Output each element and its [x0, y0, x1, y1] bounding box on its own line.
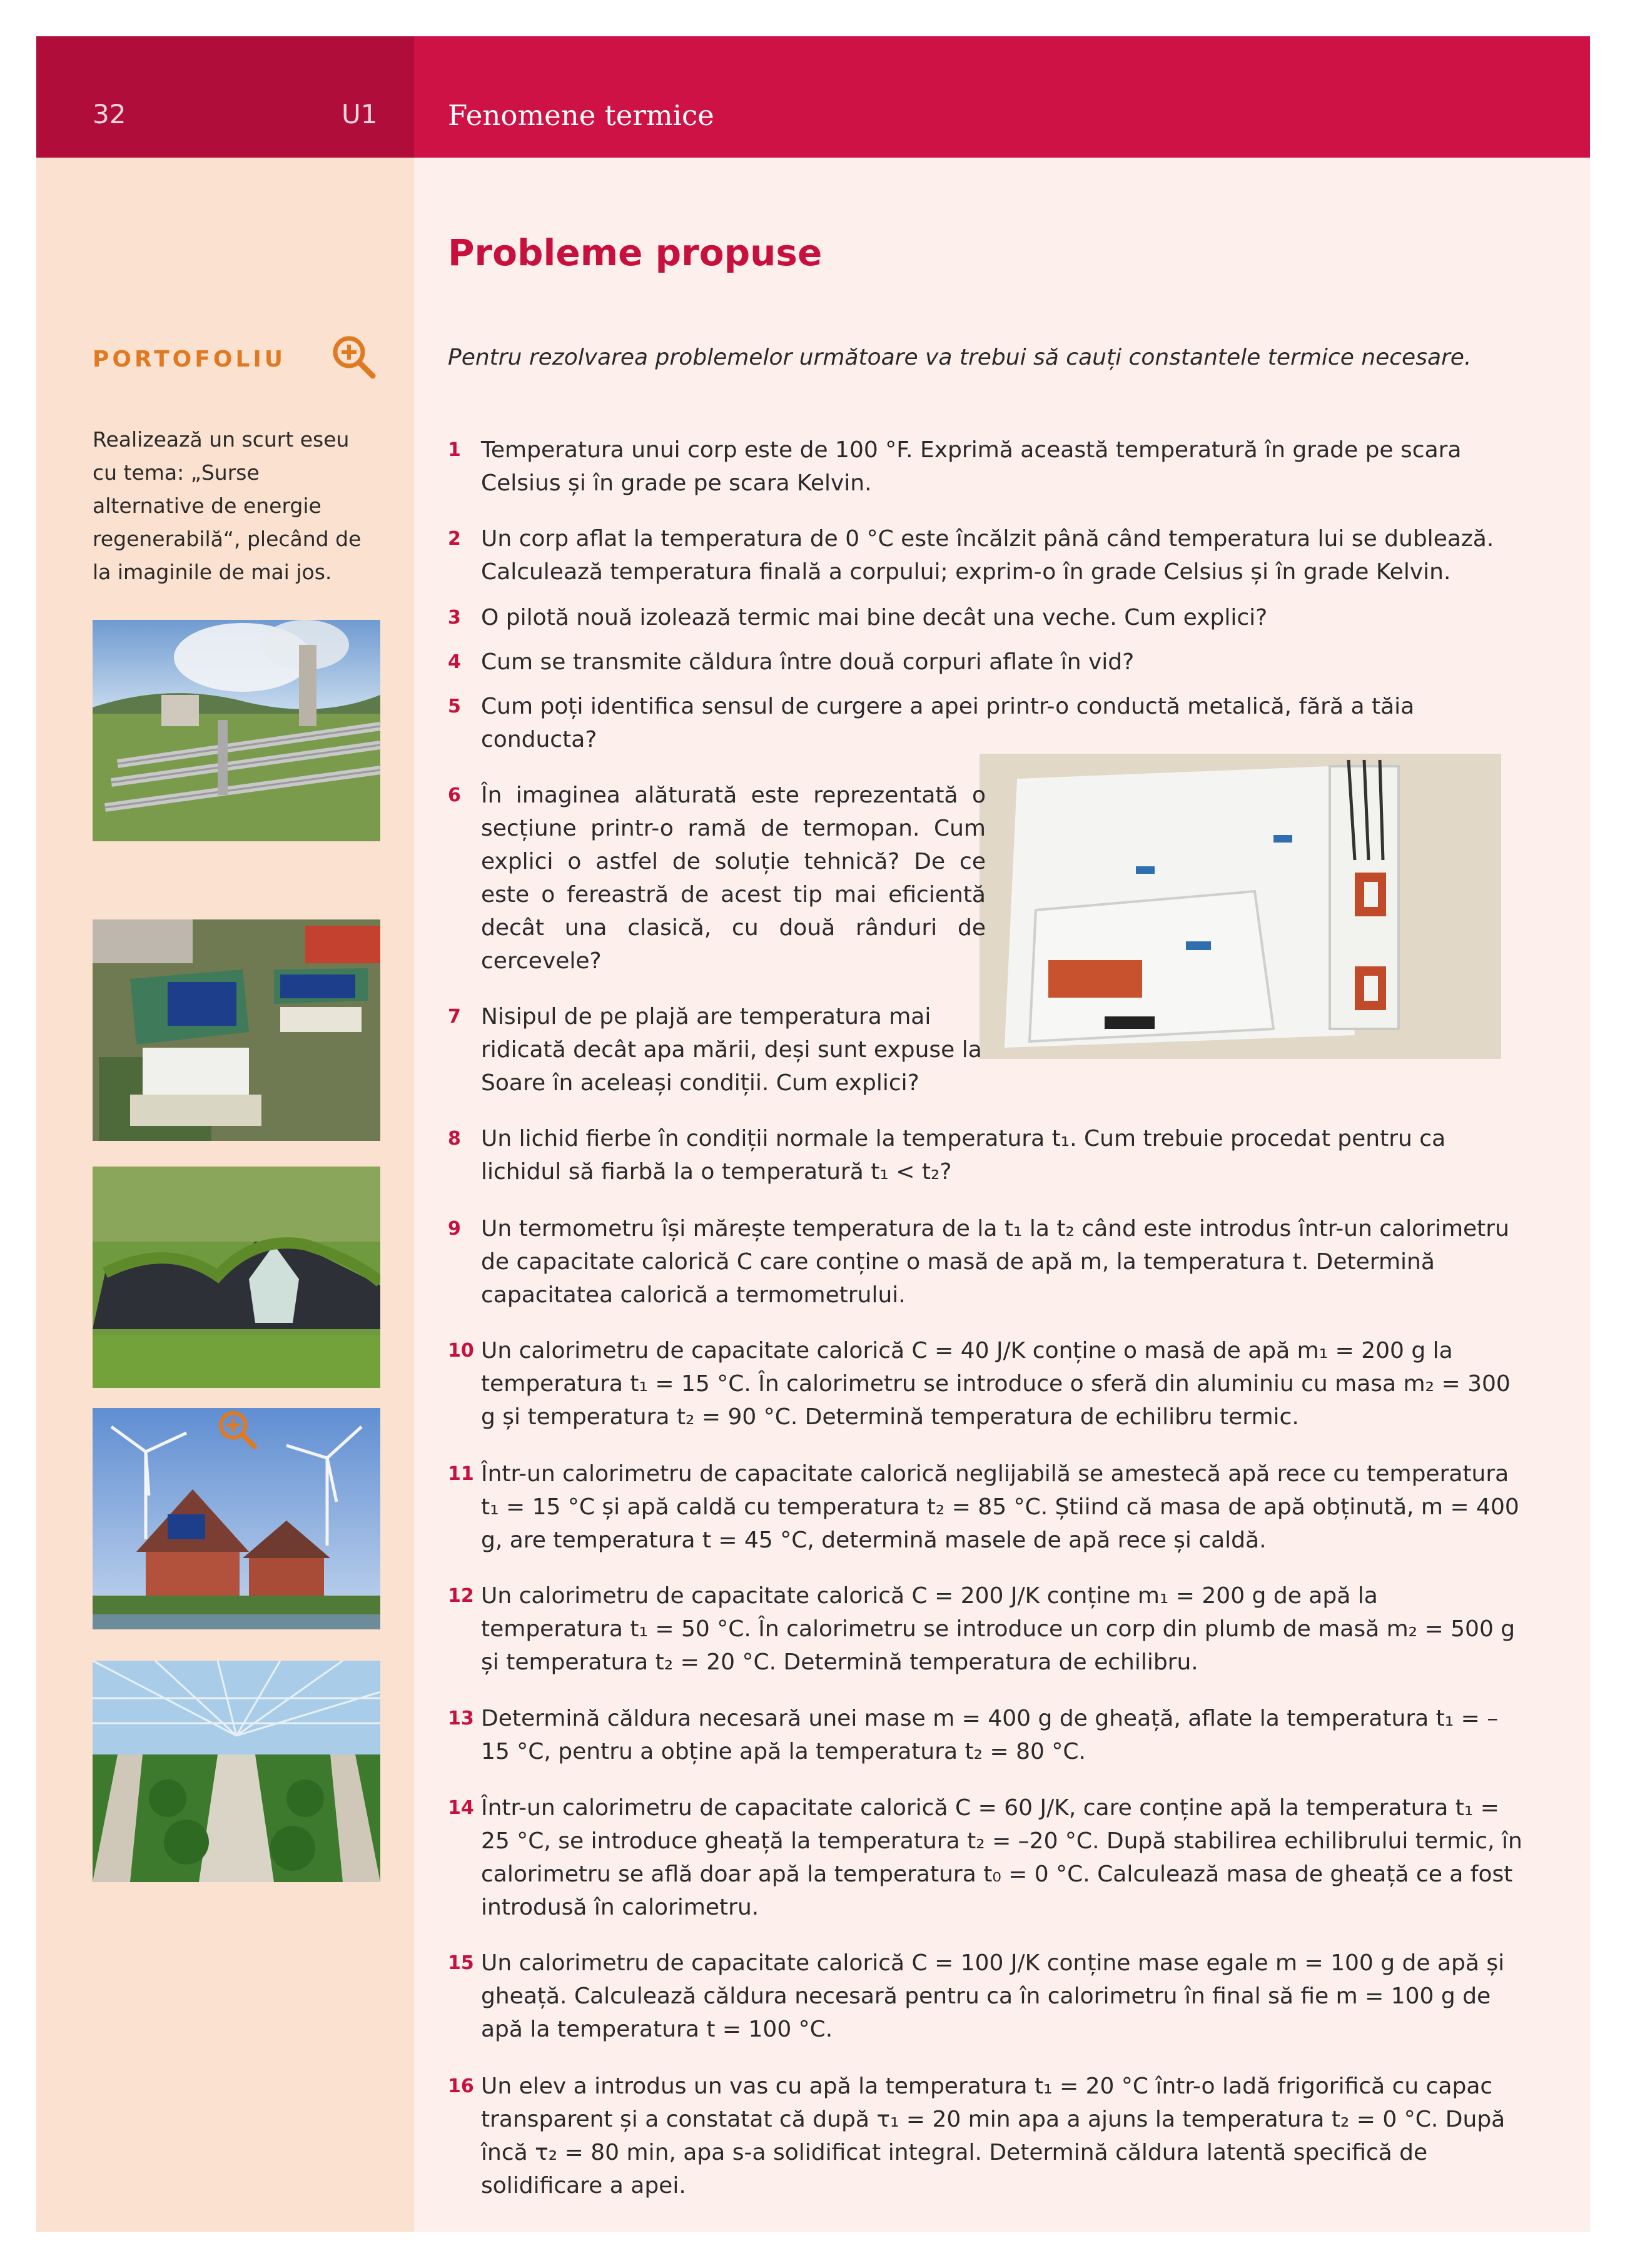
problem-text: Temperatura unui corp este de 100 °F. Exprimă această temperatură în grade pe scara Celsius și în grade pe scara Kelvin. — [481, 437, 1462, 496]
problem-number: 15 — [448, 1952, 474, 1974]
intro-text: Pentru rezolvarea problemelor următoare va trebui să cauți constantele termice necesare. — [448, 345, 1472, 370]
greenhouse-photo — [93, 1661, 380, 1882]
problem-number: 9 — [448, 1218, 461, 1240]
problem-text: Într-un calorimetru de capacitate calorică neglijabilă se amestecă apă rece cu temperatura t₁ = 15 °C și apă caldă cu temperatura t₂ = 85 °C. Știind că masa de apă obținută, m = 400 g, are temperatura t = 45 °C, determină masele de apă rece și caldă. — [481, 1461, 1519, 1553]
header-left-band — [36, 36, 414, 158]
problem-text: O pilotă nouă izolează termic mai bine decât una veche. Cum explici? — [481, 605, 1268, 630]
problem-8 — [448, 1122, 1524, 1188]
problem-number: 10 — [448, 1340, 474, 1362]
problem-number: 13 — [448, 1708, 474, 1729]
problem-5 — [448, 690, 1524, 756]
problem-number: 12 — [448, 1585, 474, 1607]
problem-text: Un calorimetru de capacitate calorică C = 40 J/K conține o masă de apă m₁ = 200 g la temperatura t₁ = 15 °C. În calorimetru se introduce o sferă din aluminiu cu masa m₂ = 300 g și temperatura t₂ = 90 °C. Determină temperatura de echilibru termic. — [481, 1338, 1511, 1430]
problem-9 — [448, 1212, 1524, 1312]
problem-text: Un calorimetru de capacitate calorică C = 100 J/K conține mase egale m = 100 g de apă și gheață. Calculează căldura necesară pentru ca în calorimetru în final să fie m = 100 g de apă la temperatura t = 100 °C. — [481, 1950, 1505, 2042]
problem-number: 3 — [448, 607, 461, 629]
problem-text: Cum poți identifica sensul de curgere a apei printr-o conductă metalică, fără a tăia conducta? — [481, 694, 1415, 752]
problem-15 — [448, 1947, 1524, 2046]
problem-number: 14 — [448, 1797, 474, 1819]
problem-6 — [448, 779, 986, 978]
problem-7 — [448, 1000, 986, 1100]
problem-number: 2 — [448, 528, 461, 550]
problem-text: Un elev a introdus un vas cu apă la temperatura t₁ = 20 °C într-o ladă frigorifică cu capac transparent și a constatat că după τ₁ = 20 min apa a ajuns la temperatura t₂ = 0 °C. După încă τ₂ = 80 min, apa s-a solidificat integral. Determină căldura latentă specifică de solidificare a apei. — [481, 2073, 1506, 2199]
problem-16 — [448, 2070, 1524, 2202]
problem-4 — [448, 645, 1524, 679]
problem-text: În imaginea alăturată este reprezentată o secțiune printr-o ramă de termopan. Cum explici o astfel de soluție tehnică? De ce este o fereastră de acest tip mai eficientă decât una clasică, cu două rânduri de cercevele? — [481, 782, 986, 974]
problem-number: 8 — [448, 1128, 461, 1150]
zoom-plus-icon — [216, 1409, 258, 1450]
window-frame-section-photo — [980, 754, 1501, 1059]
problem-11 — [448, 1457, 1524, 1557]
problem-3 — [448, 601, 1524, 634]
solar-panel-houses-photo — [93, 919, 380, 1141]
problem-number: 11 — [448, 1463, 474, 1485]
problem-number: 16 — [448, 2075, 474, 2097]
problem-number: 6 — [448, 784, 461, 806]
problem-number: 5 — [448, 696, 461, 717]
problem-1 — [448, 433, 1524, 500]
problem-2 — [448, 522, 1524, 589]
portfolio-title: PORTOFOLIU — [93, 347, 286, 372]
geothermal-plant-photo — [93, 620, 380, 841]
problem-text: Un termometru își mărește temperatura de la t₁ la t₂ când este introdus într-un calorimetru de capacitate calorică C care conține o masă de apă m, la temperatura t. Determină capacitatea calorică a termometrului. — [481, 1216, 1509, 1308]
chapter-title: Fenomene termice — [448, 99, 714, 132]
problem-12 — [448, 1579, 1524, 1679]
problem-14 — [448, 1791, 1524, 1924]
section-title: Probleme propuse — [448, 231, 823, 274]
portfolio-text: Realizează un scurt eseu cu tema: „Surse alternative de energie regenerabilă“, plecând de la imaginile de mai jos. — [93, 427, 362, 584]
problem-number: 1 — [448, 439, 461, 461]
header-right-band — [414, 36, 1590, 158]
problem-text: Un calorimetru de capacitate calorică C = 200 J/K conține m₁ = 200 g de apă la temperatura t₁ = 50 °C. În calorimetru se introduce un corp din plumb de masă m₂ = 500 g și temperatura t₂ = 20 °C. Determină temperatura de echilibru. — [481, 1583, 1516, 1675]
page-number: 32 — [93, 99, 126, 129]
problem-text: Un lichid fierbe în condiții normale la temperatura t₁. Cum trebuie procedat pentru ca lichidul să fiarbă la o temperatură t₁ < t₂? — [481, 1126, 1446, 1185]
problem-number: 4 — [448, 651, 461, 673]
problem-13 — [448, 1702, 1524, 1768]
green-roof-building-photo — [93, 1167, 380, 1388]
unit-label: U1 — [342, 99, 378, 129]
problem-text: Cum se transmite căldura între două corpuri aflate în vid? — [481, 649, 1135, 675]
problem-text: Într-un calorimetru de capacitate calorică C = 60 J/K, care conține apă la temperatura t₁ = 25 °C, se introduce gheață la temperatura t₂ = –20 °C. După stabilirea echilibrului termic, în calorimetru se află doar apă la temperatura t₀ = 0 °C. Calculează masa de gheață ce a fost introdusă în calorimetru. — [481, 1795, 1522, 1920]
zoom-plus-icon — [330, 333, 377, 380]
problem-text: Determină căldura necesară unei mase m = 400 g de gheață, aflate la temperatura t₁ = –15 °C, pentru a obține apă la temperatura t₂ = 80 °C. — [481, 1706, 1499, 1764]
problem-10 — [448, 1334, 1524, 1434]
page — [36, 36, 1590, 2232]
problem-text: Un corp aflat la temperatura de 0 °C este încălzit până când temperatura lui se dublează. Calculează temperatura finală a corpului; exprim-o în grade Celsius și în grade Kelvin. — [481, 526, 1494, 585]
problem-text: Nisipul de pe plajă are temperatura mai ridicată decât apa mării, deși sunt expuse la Soare în aceleași condiții. Cum explici? — [481, 1004, 982, 1096]
problem-number: 7 — [448, 1006, 461, 1028]
